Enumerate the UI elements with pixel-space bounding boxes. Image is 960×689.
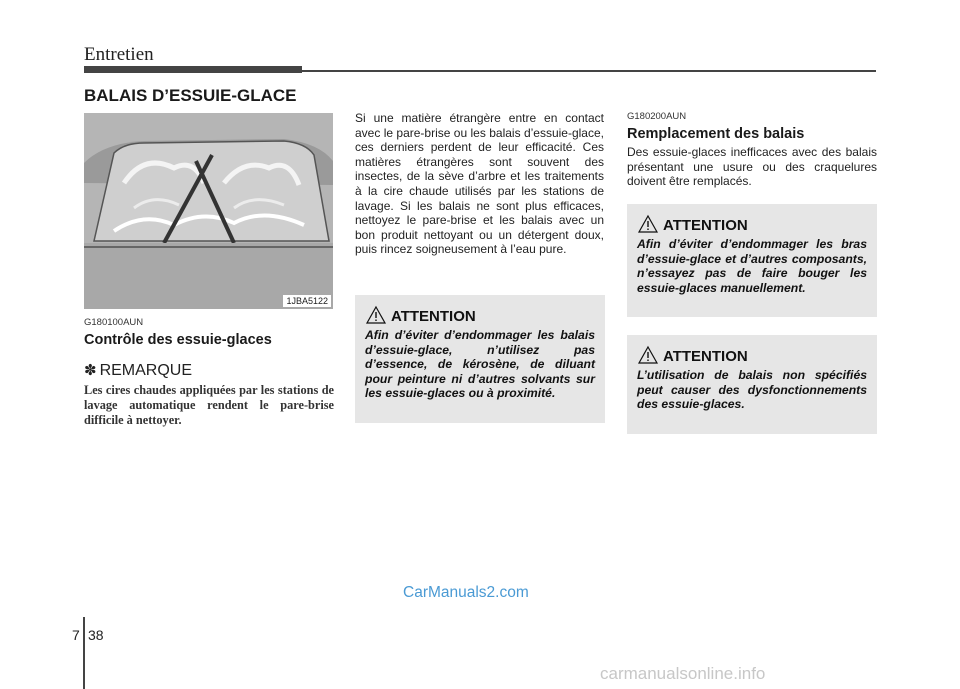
- figure-code: 1JBA5122: [283, 295, 331, 307]
- subsection-heading: Contrôle des essuie-glaces: [84, 332, 272, 348]
- warning-title: ATTENTION: [663, 348, 748, 365]
- header-title: Entretien: [84, 44, 154, 65]
- warning-header: [637, 345, 867, 365]
- subsection-heading: Remplacement des balais: [627, 126, 805, 142]
- section-code: G180200AUN: [627, 111, 687, 122]
- warning-box: [627, 204, 877, 317]
- warning-header: [365, 305, 595, 325]
- warning-triangle-icon: [365, 305, 387, 325]
- warning-box: [627, 335, 877, 434]
- page-number: 38: [88, 627, 104, 643]
- warning-text: Afin d’éviter d’endommager les bras d’essuie-glace et d’autres composants, n’essayez pas de faire bouger les essuie-glaces manuellement.: [637, 237, 867, 295]
- header-bar: [84, 66, 302, 73]
- body-paragraph: Des essuie-glaces inefficaces avec des balais présentant une usure ou des craquelures doivent être remplacés.: [627, 145, 877, 189]
- remark-star-icon: ✽: [84, 362, 97, 379]
- remark-text: Les cires chaudes appliquées par les stations de lavage automatique rendent le pare-brise difficile à nettoyer.: [84, 383, 334, 427]
- section-code: G180100AUN: [84, 317, 144, 328]
- warning-title: ATTENTION: [663, 217, 748, 234]
- body-paragraph: Si une matière étrangère entre en contact avec le pare-brise ou les balais d’essuie-glace, ces derniers perdent de leur efficacité. Ces matières étrangères sont souvent des insectes, de la sève d’arbre et les traitements à la cire chaude utilisés par les stations de lavage. Si les balais ne sont plus efficaces, nettoyez le pare-brise et les balais avec un bon produit nettoyant ou un détergent doux, puis rincez soigneusement à l’eau pure.: [355, 111, 604, 257]
- section-title: BALAIS D’ESSUIE-GLACE: [84, 86, 297, 105]
- warning-text: Afin d’éviter d’endommager les balais d’essuie-glace, n’utilisez pas d’essence, de kérosène, de diluant pour peinture ni d’autres solvants sur les essuie-glaces ou à proximité.: [365, 328, 595, 401]
- windshield-wiper-illustration: [84, 113, 333, 309]
- footer-divider: [83, 617, 85, 689]
- warning-title: ATTENTION: [391, 308, 476, 325]
- header-rule: [302, 70, 876, 72]
- warning-triangle-icon: [637, 214, 659, 234]
- warning-header: [637, 214, 867, 234]
- chapter-number: 7: [72, 627, 80, 643]
- remark-box: [84, 361, 334, 428]
- remark-title-text: REMARQUE: [99, 362, 193, 379]
- windshield-wiper-drawing: [84, 113, 333, 309]
- warning-box: [355, 295, 605, 423]
- footer-watermark: carmanualsonline.info: [600, 664, 766, 683]
- remark-title: [84, 361, 334, 380]
- warning-text: L’utilisation de balais non spécifiés peut causer des dysfonctionnements des essuie-glaces.: [637, 368, 867, 412]
- watermark-link[interactable]: CarManuals2.com: [403, 584, 529, 601]
- warning-triangle-icon: [637, 345, 659, 365]
